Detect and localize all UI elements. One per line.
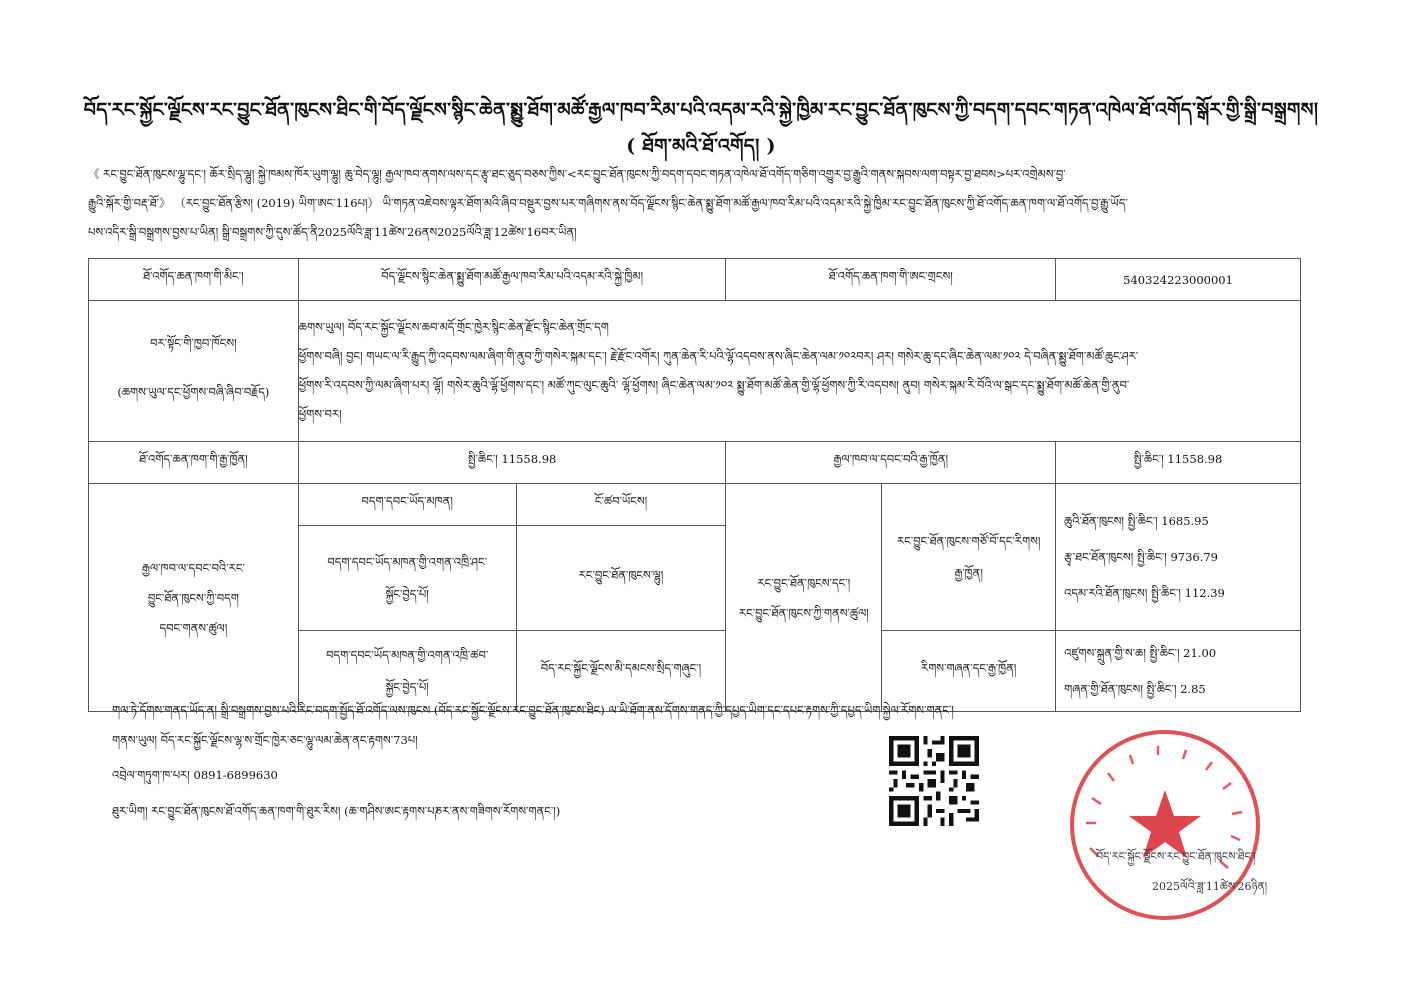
main-item: ཆུའི་ཐོན་ཁུངས། སྤྱི་ཆིང་། 1685.95 [1064,514,1209,528]
unit-code-label: ཐོ་འགོད་ཆན་ཁག་གི་ཨང་གྲངས། [726,259,1056,301]
rep-1: རང་བྱུང་ཐོན་ཁུངས་ལྷུ། [516,526,726,631]
owner-header: བདག་དབང་ཡོད་མཁན། [298,484,516,526]
qr-code-icon[interactable] [889,736,979,826]
footer-address: གནས་ཡུལ། བོད་རང་སྐྱོང་ལྗོངས་ལྷ་ས་གྲོང་ཁྱེར་ཅང་ལྷུ་ལམ་ཆེན་ནང་རྟགས་73པ། [112,733,418,747]
resource-status-line: རང་བྱུང་ཐོན་ཁུངས་དང་། [757,575,851,590]
other-type-label: རིགས་གཞན་དང་རྒྱ་ཁྱོན། [882,631,1056,712]
registration-table [88,258,1301,712]
intro-line: རྒྱུའི་སྐོར་གྱི་བརྡ་ཐོ་》 （རང་བྱུང་ཐོན་རྩིས། (2019) ཡིག་ཨང་116པ།） ཡི་གཏན་འཇེབས་ལྟར་ཐོག་མའི་ཞིབ་བསྡུར་བྱས་པར་གཞིགས་ནས་བོད་ལྗོངས་སྙིང་ཆེན་སྨྱུ་ཐོག་མཚོ་རྒྱལ་ཁབ་རིམ་པའི་འདམ་རའི་སྐྱེ་ཁྱིམ་རང་བྱུང་ཐོན་ཁུངས་ཀྱི་ཐོ་འགོད་ཆན་ཁག་ལ་ཐོ་འགོད་བྱ་རྒྱུ་ཡོད་ [88,196,1128,210]
owner-2-line: སྐྱོང་བྱེད་པོ། [385,680,429,694]
boundary-label [89,301,299,442]
unit-name-value: བོད་ལྗོངས་སྙིང་ཆེན་སྨྱུ་ཐོག་མཚོ་རྒྱལ་ཁབ་རིམ་པའི་འདམ་རའི་སྐྱེ་ཁྱིམ། [298,259,726,301]
boundary-line: ཕྱོགས་རི་འདབས་ཀྱི་ལམ་ཞིག་པར། ལྷོ། གསེར་ཆུའི་ལྷོ་ཕྱོགས་དང་། མཚོ་ཀུང་ལུང་ཆུའི་ ལྷོ་ཕྱོགས། ཞིང་ཆེན་ལམ་༡༠༢ སྨྱུ་ཐོག་མཚོ་ཆེན་གྱི་ལྷོ་ཕྱོགས་ཀྱི་རི་འདབས། ནུབ། གསེར་སྐམ་རི་བོའི་ལ་སྒང་དང་སྨྱུ་ཐོག་མཚོ་ཆེན་གྱི་ནུབ་ [298,378,1130,392]
ownership-label-line: བྱུང་ཐོན་ཁུངས་ཀྱི་བདག [147,590,239,605]
other-items [1056,631,1301,712]
main-type-line: རྒྱ་ཁྱོན། [954,566,983,580]
boundary-line: ཆགས་ཡུལ། བོད་རང་སྐྱོང་ལྗོངས་ཆབ་མདོ་གྲོང་ཁྱེར་སྙིང་ཆེན་རྫོང་སྙིང་ཆེན་གྲོང་དག [298,320,609,334]
rep-header: ངོ་ཚབ་ཡོངས། [516,484,726,526]
intro-line: 《 རང་བྱུང་ཐོན་ཁུངས་ལྷུ་དང་། ཆོར་སྲིད་ལྷུ། སྐྱེ་ཁམས་ཁོར་ཡུག་ལྷུ། ཆུ་བེད་ལྷུ། རྒྱལ་ཁབ་ནགས་ལས་དང་རྩྭ་ཐང་ཅུད་བཅས་ཀྱིས་<རང་བྱུང་ཐོན་ཁུངས་ཀྱི་བདག་དབང་གཏན་འཁེལ་ཐོ་འགོད་གཅིག་འགྱུར་བྱ་རྒྱུའི་གནས་སྐབས་ལག་བསྟར་བྱ་ཐབས>པར་འགྲེམས་བྱ་ [88,167,1066,181]
resource-status-line: རང་བྱུང་ཐོན་ཁུངས་ཀྱི་གནས་ཚུལ། [738,605,869,620]
other-item: གཞན་གྱི་ཐོན་ཁུངས། སྤྱི་ཆིང་། 2.85 [1064,682,1206,696]
owner-1 [298,526,516,631]
boundary-description [298,301,1300,442]
ownership-label [89,484,299,712]
main-item: འདམ་རའི་ཐོན་ཁུངས། སྤྱི་ཆིང་། 112.39 [1064,586,1225,600]
ownership-label-line: དབང་གནས་ཚུལ། [159,620,228,635]
seal-date: 2025ལོའི་ཟླ་11ཚེས་26ཉིན། [1152,880,1268,893]
footer-map-note: ཐུར་ཡིག། རང་བྱུང་ཐོན་ཁུངས་ཐོ་འགོད་ཆན་ཁག་གི་ཐུར་རིས། (ཆ་གཤིས་ཨང་རྟགས་པཎར་ནས་གཟིགས་རོགས་གནང་།) [112,804,561,818]
owner-1-line: སྐྱོང་བྱེད་པོ། [385,587,429,601]
boundary-label-line: བར་སྟོང་གི་ཁྱབ་ཁོངས། [150,336,237,350]
other-item: འཛུགས་སྐྲུན་གྱི་ས་ཆ། སྤྱི་ཆིང་། 21.00 [1064,646,1217,660]
main-type-label [882,484,1056,631]
notice-title: བོད་རང་སྐྱོང་ལྗོངས་རང་བྱུང་ཐོན་ཁུངས་ཐིང་གི་བོད་ལྗོངས་སྙིང་ཆེན་སྨྱུ་ཐོག་མཚོ་རྒྱལ་ཁབ་རིམ་པའི་འདམ་རའི་སྐྱེ་ཁྱིམ་རང་བྱུང་ཐོན་ཁུངས་ཀྱི་བདག་དབང་གཏན་འཁེལ་ཐོ་འགོད་སྒོར་གྱི་སྒྲི་བསྒྲགས། [83,99,1319,121]
total-area-label: ཐོ་འགོད་ཆན་ཁག་གི་རྒྱ་ཁྱོན། [89,442,299,484]
main-type-line: རང་བྱུང་ཐོན་ཁུངས་གཙོ་བོ་དང་རིགས། [896,534,1041,548]
footer-phone: འབྲེལ་གཏུག་ཁ་པར། 0891-6899630 [112,768,278,782]
resource-status-label [726,484,882,712]
total-area-value: སྤྱི་ཆིང་། 11558.98 [298,442,726,484]
owner-1-line: བདག་དབང་ཡོད་མཁན་གྱི་འགན་འཁྲི་ཤང་ [327,555,488,569]
ownership-label-line: རྒྱལ་ཁབ་ལ་དབང་བའི་རང་ [141,560,245,575]
notice-subtitle: ( ཐོག་མའི་ཐོ་འགོད། ) [626,135,776,157]
boundary-line: ཕྱོགས་བར། [298,407,342,421]
boundary-line: ཕྱོགས་བཞི། བྱང། གཡང་ལ་རི་རྒྱུད་ཀྱི་འདབས་ལམ་ཞིག་གི་ནུབ་ཀྱི་གསེར་སྐམ་དང་། རྗེ་རྫོང་འགོར། ཀུན་ཆེན་རི་པའི་ལྷོ་འདབས་ནས་ཞིང་ཆེན་ལམ་༡༠༢བར། ཤར། གསེར་ཆུ་དང་ཞིང་ཆེན་ལམ་༡༠༢ དེ་བཞིན་སྨྱུ་ཐོག་མཚོ་ཆུང་ཤར་ [298,349,1139,363]
owner-2-line: བདག་དབང་ཡོད་མཁན་གྱི་འགན་འཁྲི་ཚབ་ [326,648,489,662]
unit-name-label: ཐོ་འགོད་ཆན་ཁག་གི་མིང་། [89,259,299,301]
intro-line: པས་འདིར་སྒྲི་བསྒྲགས་བྱས་པ་ཡིན། སྒྲི་བསྒྲགས་ཀྱི་དུས་ཚོད་ནི2025ལོའི་ཟླ་11ཚེས་26ནས2025ལོའི་ཟླ་12ཚེས་16བར་ཡིན། [88,225,577,239]
unit-code-value: 540324223000001 [1056,259,1301,301]
rep-2: བོད་རང་སྐྱོང་ལྗོངས་མི་དམངས་སྲིད་གཞུང་། [516,631,726,712]
intro-paragraph [88,160,1303,247]
main-items [1056,484,1301,631]
footer-objection-note: གལ་ཏེ་དོགས་གནད་ཡོད་ན། སྒྲི་བསྒྲགས་བྱས་པའི་རིང་བདག་སྤྱོད་ཐོ་འགོད་ལས་ཁུངས (བོད་རང་སྐྱོང་ལྗོངས་རང་བྱུང་ཐོན་ཁུངས་ཐིང) ལ་ཡི་ཐོག་ནས་དོགས་གནད་ཀྱི་དཔྱད་ཡིག་དང་དཔང་རྟགས་ཀྱི་དཔྱད་ཡིག་སྐྱེལ་རོགས་གནང་། [112,703,954,717]
state-area-value: སྤྱི་ཆིང་། 11558.98 [1056,442,1301,484]
state-area-label: རྒྱལ་ཁབ་ལ་དབང་བའི་རྒྱ་ཁྱོན། [726,442,1056,484]
main-item: རྩྭ་ཐང་ཐོན་ཁུངས། སྤྱི་ཆིང་། 9736.79 [1064,550,1218,564]
seal-signature-text: བོད་རང་སྐྱོང་ལྗོངས་རང་བྱུང་ཐོན་ཁུངས་ཐིང་། [1096,850,1256,863]
boundary-label-line: (ཆགས་ཡུལ་དང་ཕྱོགས་བཞི་ཞིབ་བརྗོད) [117,385,270,399]
